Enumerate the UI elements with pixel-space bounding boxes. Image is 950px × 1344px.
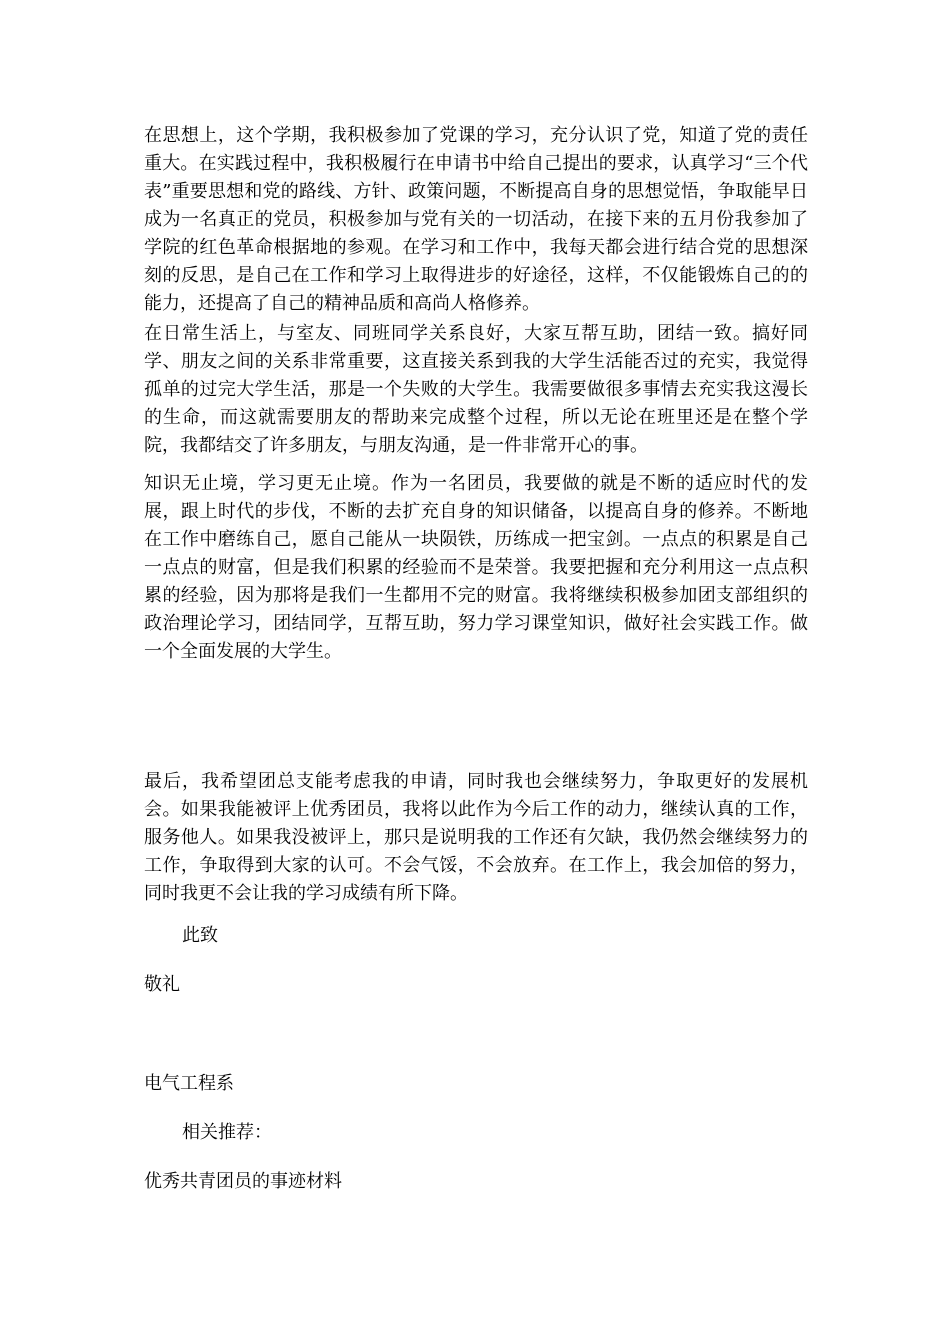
department-signature: 电气工程系	[144, 1073, 234, 1094]
paragraph-conclusion: 最后，我希望团总支能考虑我的申请，同时我也会继续努力，争取更好的发展机会。如果我能被评上优秀团员，我将以此作为今后工作的动力，继续认真的工作，服务他人。如果我没被评上，那只是说明我的工作还有欠缺，我仍然会继续努力的工作，争取得到大家的认可。不会气馁，不会放弃。在工作上，我会加倍的努力，同时我更不会让我的学习成绩有所下降。	[144, 771, 808, 904]
paragraph-daily-life: 在日常生活上，与室友、同班同学关系良好，大家互帮互助，团结一致。搞好同学、朋友之间的关系非常重要，这直接关系到我的大学生活能否过的充实，我觉得孤单的过完大学生活，那是一个失败的大学生。我需要做很多事情去充实我这漫长的生命，而这就需要朋友的帮助来完成整个过程，所以无论在班里还是在整个学院，我都结交了许多朋友，与朋友沟通，是一件非常开心的事。	[144, 323, 808, 456]
related-article-link[interactable]: 优秀共青团员的事迹材料	[144, 1171, 342, 1192]
paragraph-study: 知识无止境，学习更无止境。作为一名团员，我要做的就是不断的适应时代的发展，跟上时代的步伐，不断的去扩充自身的知识储备，以提高自身的修养。不断地在工作中磨练自己，愿自己能从一块陨铁，历练成一把宝剑。一点点的积累是自己一点点的财富，但是我们积累的经验而不是荣誉。我要把握和充分利用这一点点积累的经验，因为那将是我们一生都用不完的财富。我将继续积极参加团支部组织的政治理论学习，团结同学，互帮互助，努力学习课堂知识，做好社会实践工作。做一个全面发展的大学生。	[144, 473, 808, 662]
paragraph-ideology: 在思想上，这个学期，我积极参加了党课的学习，充分认识了党，知道了党的责任重大。在实践过程中，我积极履行在申请书中给自己提出的要求，认真学习“三个代表”重要思想和党的路线、方针、政策问题，不断提高自身的思想觉悟，争取能早日成为一名真正的党员，积极参加与党有关的一切活动，在接下来的五月份我参加了学院的红色革命根据地的参观。在学习和工作中，我每天都会进行结合党的思想深刻的反思，是自己在工作和学习上取得进步的好途径，这样，不仅能锻炼自己的的能力，还提高了自己的精神品质和高尚人格修养。	[144, 125, 808, 314]
letter-closing: 此致	[182, 925, 218, 946]
letter-salutation: 敬礼	[144, 974, 180, 995]
related-label: 相关推荐：	[182, 1122, 272, 1143]
